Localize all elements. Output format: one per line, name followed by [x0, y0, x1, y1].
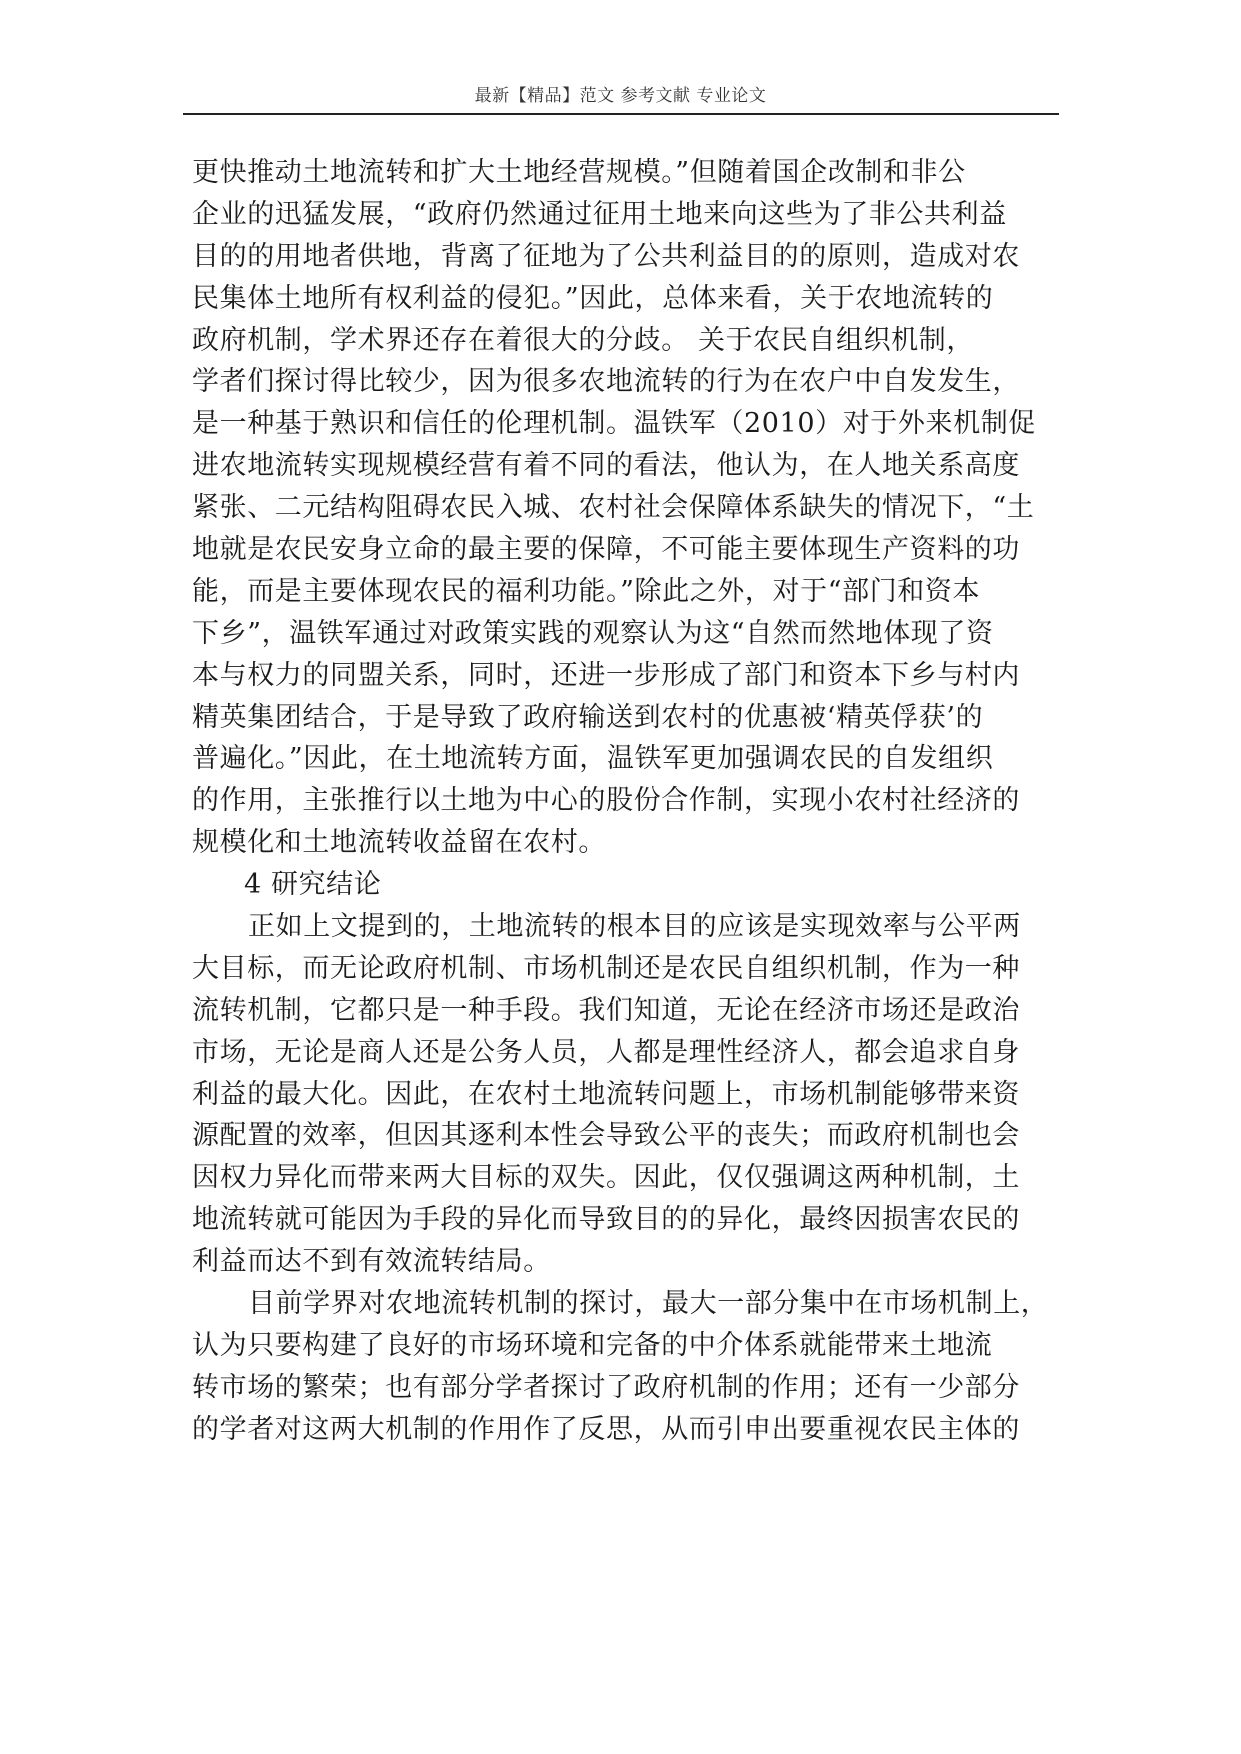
text-line: 流转机制，它都只是一种手段。我们知道，无论在经济市场还是政治: [192, 994, 1020, 1026]
header-divider: [183, 113, 1059, 115]
text-line: 目的的用地者供地，背离了征地为了公共利益目的的原则，造成对农: [192, 240, 1020, 272]
text-line: 进农地流转实现规模经营有着不同的看法，他认为，在人地关系高度: [192, 450, 1020, 482]
text-line: 能，而是主要体现农民的福利功能。”除此之外，对于“部门和资本: [192, 575, 981, 607]
text-line: 是一种基于熟识和信任的伦理机制。温铁军（2010）对于外来机制促: [192, 408, 1036, 440]
text-line: 企业的迅猛发展，“政府仍然通过征用土地来向这些为了非公共利益: [192, 198, 1007, 230]
text-line: 市场，无论是商人还是公务人员，人都是理性经济人，都会追求自身: [192, 1036, 1020, 1068]
text-line: 大目标，而无论政府机制、市场机制还是农民自组织机制，作为一种: [192, 952, 1020, 984]
text-line: 正如上文提到的，土地流转的根本目的应该是实现效率与公平两: [248, 911, 1021, 943]
text-line: 源配置的效率，但因其逐利本性会导致公平的丧失；而政府机制也会: [192, 1120, 1020, 1152]
text-line: 本与权力的同盟关系，同时，还进一步形成了部门和资本下乡与村内: [192, 659, 1020, 691]
text-line: 因权力异化而带来两大目标的双失。因此，仅仅强调这两种机制，土: [192, 1162, 1020, 1194]
text-line: 紧张、二元结构阻碍农民入城、农村社会保障体系缺失的情况下，“土: [192, 492, 1035, 524]
page-body: [192, 152, 1072, 1451]
text-line: 民集体土地所有权利益的侵犯。”因此，总体来看，关于农地流转的: [192, 282, 994, 314]
text-line: 目前学界对农地流转机制的探讨，最大一部分集中在市场机制上，: [248, 1288, 1049, 1320]
page-header: 最新【精品】范文 参考文献 专业论文: [474, 86, 767, 106]
text-line: 利益的最大化。因此，在农村土地流转问题上，市场机制能够带来资: [192, 1078, 1020, 1110]
text-line: 的作用，主张推行以土地为中心的股份合作制，实现小农村社经济的: [192, 785, 1020, 817]
text-line: 学者们探讨得比较少，因为很多农地流转的行为在农户中自发发生，: [192, 366, 1020, 398]
text-line: 转市场的繁荣；也有部分学者探讨了政府机制的作用；还有一少部分: [192, 1371, 1020, 1403]
text-line: 政府机制，学术界还存在着很大的分歧。 关于农民自组织机制，: [192, 324, 974, 356]
text-line: 更快推动土地流转和扩大土地经营规模。”但随着国企改制和非公: [192, 157, 966, 188]
text-line: 利益而达不到有效流转结局。: [192, 1246, 551, 1278]
text-line: 规模化和土地流转收益留在农村。: [192, 827, 606, 859]
text-line: 普遍化。”因此，在土地流转方面，温铁军更加强调农民的自发组织: [192, 743, 994, 775]
text-line: 地就是农民安身立命的最主要的保障，不可能主要体现生产资料的功: [192, 534, 1020, 566]
section-heading: 4 研究结论: [244, 869, 382, 901]
text-line: 认为只要构建了良好的市场环境和完备的中介体系就能带来土地流: [192, 1329, 993, 1361]
text-line: 精英集团结合，于是导致了政府输送到农村的优惠被‘精英俘获’的: [192, 701, 984, 733]
text-line: 的学者对这两大机制的作用作了反思，从而引申出要重视农民主体的: [192, 1413, 1020, 1445]
text-line: 下乡”，温铁军通过对政策实践的观察认为这“自然而然地体现了资: [192, 617, 994, 649]
text-line: 地流转就可能因为手段的异化而导致目的的异化，最终因损害农民的: [192, 1204, 1020, 1236]
